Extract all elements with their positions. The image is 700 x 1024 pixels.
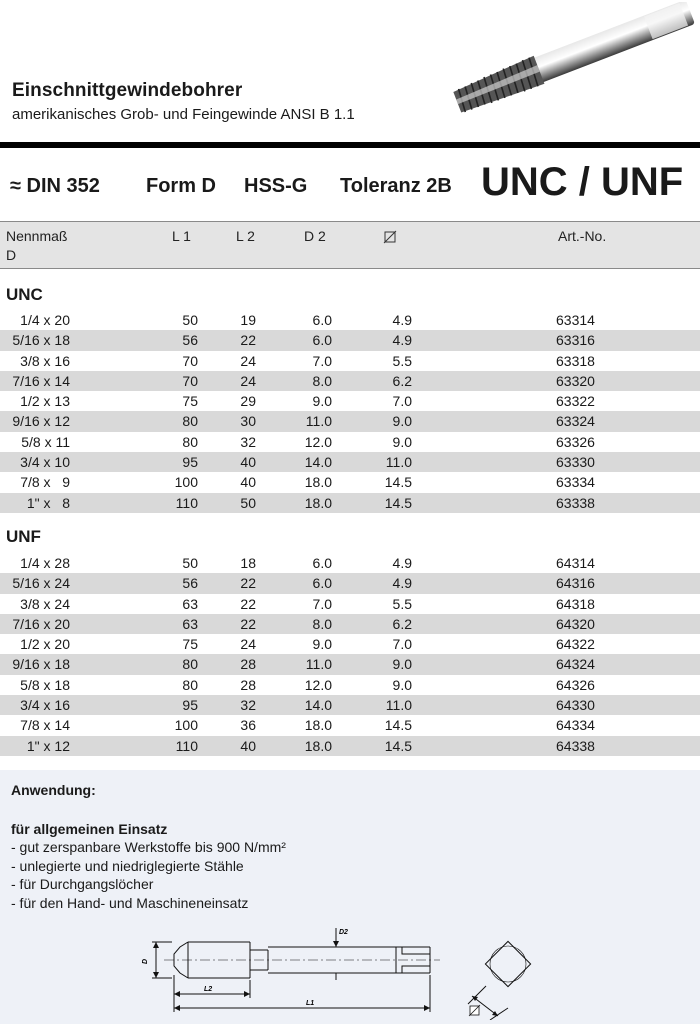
cell-l1: 80: [182, 433, 198, 450]
cell-l1: 63: [182, 615, 198, 632]
cell-art-no: 63320: [556, 372, 595, 389]
table-row: [0, 715, 700, 735]
cell-d2: 18.0: [304, 717, 332, 734]
cell-d2: 18.0: [304, 737, 332, 754]
table-row: [0, 553, 700, 573]
cell-d2: 11.0: [305, 413, 332, 430]
spec-thread: UNC / UNF: [481, 160, 684, 204]
cell-l1: 63: [182, 595, 198, 612]
application-list: [11, 838, 286, 912]
cell-l2: 22: [240, 332, 256, 349]
cell-square: 14.5: [384, 474, 412, 491]
cell-size: 5/8 x 18: [20, 676, 70, 693]
table-row: [0, 654, 700, 674]
header-divider: [0, 142, 700, 148]
cell-size: 9/16 x 18: [12, 656, 70, 673]
cell-art-no: 64322: [556, 636, 595, 653]
cell-l1: 110: [175, 737, 198, 754]
square-section-drawing: [462, 930, 542, 1020]
table-header: [0, 221, 700, 269]
cell-d2: 12.0: [304, 433, 332, 450]
cell-square: 14.5: [384, 494, 412, 511]
table-row: [0, 391, 700, 411]
cell-d2: 8.0: [312, 615, 332, 632]
cell-l1: 75: [182, 393, 198, 410]
cell-square: 11.0: [385, 697, 412, 714]
cell-size: 5/8 x 11: [21, 433, 70, 450]
application-heading: Anwendung:: [11, 782, 96, 798]
cell-size: 7/16 x 14: [12, 372, 70, 389]
cell-d2: 7.0: [312, 595, 332, 612]
cell-d2: 9.0: [312, 636, 332, 653]
cell-art-no: 64326: [556, 676, 595, 693]
cell-art-no: 64338: [556, 737, 595, 754]
cell-square: 14.5: [384, 717, 412, 734]
cell-size: 7/16 x 20: [12, 615, 70, 632]
cell-l1: 70: [182, 372, 198, 389]
cell-l1: 56: [182, 332, 198, 349]
cell-d2: 7.0: [312, 352, 332, 369]
section-title-unc: UNC: [6, 285, 43, 304]
cell-l2: 22: [240, 615, 256, 632]
cell-l1: 95: [182, 697, 198, 714]
table-row: [0, 351, 700, 371]
cell-d2: 11.0: [305, 656, 332, 673]
drawing-label-d: D: [142, 958, 149, 964]
cell-square: 6.2: [392, 615, 412, 632]
cell-art-no: 64320: [556, 615, 595, 632]
unc-table: [0, 310, 700, 513]
cell-art-no: 63338: [556, 494, 595, 511]
cell-art-no: 64318: [556, 595, 595, 612]
column-art-no: Art.-No.: [558, 228, 607, 244]
cell-square: 5.5: [392, 352, 412, 369]
section-title-unf: UNF: [6, 527, 41, 546]
page-title: Einschnittgewindebohrer: [12, 80, 243, 101]
cell-l1: 56: [182, 575, 198, 592]
cell-d2: 18.0: [304, 474, 332, 491]
column-l1: L 1: [172, 228, 191, 244]
cell-l1: 110: [175, 494, 198, 511]
cell-l2: 32: [240, 697, 256, 714]
cell-square: 9.0: [392, 656, 412, 673]
cell-l2: 32: [240, 433, 256, 450]
cell-d2: 6.0: [312, 332, 332, 349]
table-row: [0, 432, 700, 452]
cell-art-no: 64316: [556, 575, 595, 592]
cell-l2: 28: [240, 676, 256, 693]
cell-art-no: 64324: [556, 656, 595, 673]
cell-square: 9.0: [392, 676, 412, 693]
table-row: [0, 634, 700, 654]
spec-tolerance: Toleranz 2B: [340, 175, 452, 197]
cell-d2: 18.0: [304, 494, 332, 511]
cell-d2: 12.0: [304, 676, 332, 693]
cell-l1: 100: [174, 717, 198, 734]
cell-art-no: 63318: [556, 352, 595, 369]
cell-size: 1/4 x 28: [20, 555, 70, 571]
application-subheading: für allgemeinen Einsatz: [11, 821, 168, 837]
spec-din: ≈ DIN 352: [10, 175, 100, 197]
page-subtitle: amerikanisches Grob- und Feingewinde ANSI B 1.1: [12, 106, 355, 123]
cell-d2: 14.0: [304, 454, 332, 471]
drawing-label-d2: D2: [339, 929, 348, 936]
cell-art-no: 63322: [556, 393, 595, 410]
cell-l1: 80: [182, 676, 198, 693]
cell-size: 7/8 x 14: [20, 717, 70, 734]
table-row: [0, 695, 700, 715]
cell-l1: 70: [182, 352, 198, 369]
cell-size: 1" x 12: [26, 737, 70, 754]
cell-l1: 50: [182, 555, 198, 571]
cell-size: 1/2 x 20: [20, 636, 70, 653]
cell-square: 4.9: [392, 332, 412, 349]
cell-d2: 6.0: [312, 312, 332, 328]
cell-l2: 24: [240, 352, 256, 369]
table-row: [0, 573, 700, 593]
cell-square: 14.5: [384, 737, 412, 754]
cell-size: 7/8 x 9: [20, 474, 70, 491]
cell-art-no: 63334: [556, 474, 595, 491]
cell-l2: 50: [240, 494, 256, 511]
table-row: [0, 310, 700, 330]
cell-l1: 80: [182, 413, 198, 430]
cell-square: 4.9: [392, 555, 412, 571]
square-size-icon: [383, 230, 397, 244]
cell-art-no: 63324: [556, 413, 595, 430]
cell-l2: 36: [240, 717, 256, 734]
cell-l2: 18: [240, 555, 256, 571]
cell-size: 9/16 x 12: [12, 413, 70, 430]
cell-l2: 30: [240, 413, 256, 430]
tap-tool-image: [430, 2, 700, 120]
cell-square: 4.9: [392, 575, 412, 592]
table-row: [0, 594, 700, 614]
cell-square: 7.0: [392, 636, 412, 653]
cell-size: 5/16 x 18: [12, 332, 70, 349]
table-row: [0, 411, 700, 431]
cell-art-no: 64314: [556, 555, 595, 571]
unf-table: [0, 553, 700, 756]
cell-l2: 22: [240, 575, 256, 592]
cell-d2: 9.0: [312, 393, 332, 410]
cell-art-no: 63316: [556, 332, 595, 349]
cell-art-no: 63330: [556, 454, 595, 471]
cell-d2: 6.0: [312, 555, 332, 571]
list-item: - für den Hand- und Maschineneinsatz: [11, 894, 249, 911]
cell-size: 3/8 x 24: [20, 595, 70, 612]
cell-size: 1/2 x 13: [20, 393, 70, 410]
cell-l1: 75: [182, 636, 198, 653]
spec-bar: [0, 156, 700, 210]
cell-square: 9.0: [392, 413, 412, 430]
table-row: [0, 736, 700, 756]
spec-material: HSS-G: [244, 175, 308, 197]
table-row: [0, 472, 700, 492]
table-row: [0, 371, 700, 391]
spec-form: Form D: [146, 175, 216, 197]
cell-l2: 29: [240, 393, 256, 410]
cell-l2: 40: [240, 474, 256, 491]
cell-d2: 6.0: [312, 575, 332, 592]
cell-size: 3/4 x 16: [20, 697, 70, 714]
table-row: [0, 675, 700, 695]
cell-l1: 95: [182, 454, 198, 471]
cell-size: 1/4 x 20: [20, 312, 70, 328]
column-nennmass: Nennmaß: [6, 228, 68, 244]
table-row: [0, 614, 700, 634]
cell-square: 11.0: [385, 454, 412, 471]
cell-l2: 19: [240, 312, 256, 328]
cell-art-no: 64334: [556, 717, 595, 734]
cell-size: 3/8 x 16: [20, 352, 70, 369]
cell-art-no: 63314: [556, 312, 595, 328]
table-row: [0, 493, 700, 513]
cell-d2: 8.0: [312, 372, 332, 389]
cell-size: 1" x 8: [26, 494, 70, 511]
list-item: - unlegierte und niedriglegierte Stähle: [11, 857, 244, 874]
cell-l1: 80: [182, 656, 198, 673]
column-d2: D 2: [304, 228, 326, 244]
cell-d2: 14.0: [304, 697, 332, 714]
header: [0, 0, 700, 135]
cell-size: 3/4 x 10: [20, 454, 70, 471]
cell-l2: 22: [240, 595, 256, 612]
cell-art-no: 64330: [556, 697, 595, 714]
cell-l2: 28: [240, 656, 256, 673]
cell-square: 4.9: [392, 312, 412, 328]
cell-square: 5.5: [392, 595, 412, 612]
cell-art-no: 63326: [556, 433, 595, 450]
cell-l2: 40: [240, 454, 256, 471]
drawing-label-l2: L2: [204, 986, 213, 993]
list-item: - gut zerspanbare Werkstoffe bis 900 N/mm²: [11, 839, 286, 855]
drawing-label-l1: L1: [306, 1000, 315, 1007]
list-item: - für Durchgangslöcher: [11, 876, 154, 892]
cell-square: 7.0: [392, 393, 412, 410]
column-d: D: [6, 247, 17, 263]
cell-square: 9.0: [392, 433, 412, 450]
cell-l2: 40: [240, 737, 256, 754]
column-l2: L 2: [236, 228, 255, 244]
table-row: [0, 330, 700, 350]
table-row: [0, 452, 700, 472]
cell-size: 5/16 x 24: [12, 575, 70, 592]
cell-square: 6.2: [392, 372, 412, 389]
cell-l2: 24: [240, 636, 256, 653]
cell-l1: 50: [182, 312, 198, 328]
cell-l2: 24: [240, 372, 256, 389]
cell-l1: 100: [174, 474, 198, 491]
